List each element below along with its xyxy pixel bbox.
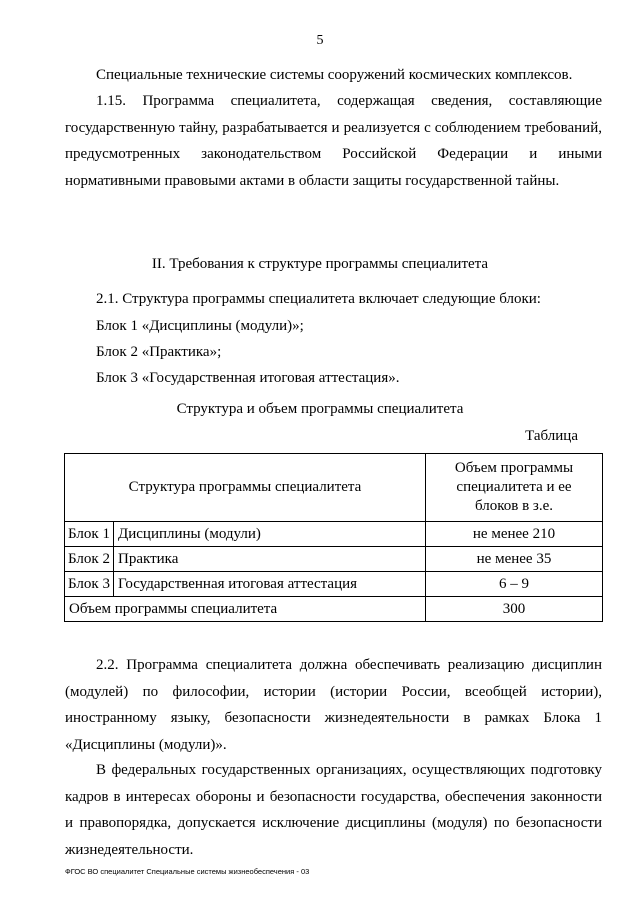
block-3-item: Блок 3 «Государственная итоговая аттестация». <box>96 370 400 386</box>
table-row <box>65 522 603 547</box>
paragraph-2-1: 2.1. Структура программы специалитета включает следующие блоки: <box>96 291 541 307</box>
table-label: Таблица <box>525 428 578 444</box>
table-caption: Структура и объем программы специалитета <box>176 401 464 417</box>
table-row <box>65 547 603 572</box>
table-header-row <box>65 454 603 522</box>
row-block: Блок 3 <box>65 572 114 597</box>
paragraph-federal: В федеральных государственных организациях, осуществляющих подготовку кадров в интересах обороны и безопасности государства, обеспечения законности и правопорядка, допускается исключение дисциплины (модуля) по безопасности жизнедеятельности. <box>65 762 602 858</box>
row-block: Блок 2 <box>65 547 114 572</box>
total-label: Объем программы специалитета <box>65 597 426 622</box>
header-volume-text: Объем программы специалитета и ее блоков в з.е. <box>454 460 574 514</box>
page-number: 5 <box>316 33 324 48</box>
row-volume: 6 – 9 <box>426 572 603 597</box>
header-volume <box>426 454 603 522</box>
row-name: Дисциплины (модули) <box>114 522 426 547</box>
program-structure-table <box>64 453 603 622</box>
footer-text: ФГОС ВО специалитет Специальные системы жизнеобеспечения - 03 <box>65 867 310 876</box>
paragraph-1-15: 1.15. Программа специалитета, содержащая сведения, составляющие государственную тайну, разрабатывается и реализуется с соблюдением требований, предусмотренных законодательством Российской Федерации и иными нормативными правовыми актами в области защиты государственной тайны. <box>65 93 602 189</box>
total-value: 300 <box>426 597 603 622</box>
block-1-item: Блок 1 «Дисциплины (модули)»; <box>96 318 304 334</box>
row-volume: не менее 35 <box>426 547 603 572</box>
table-row <box>65 572 603 597</box>
header-structure: Структура программы специалитета <box>65 454 426 522</box>
row-name: Практика <box>114 547 426 572</box>
continuation-line: Специальные технические системы сооружений космических комплексов. <box>96 67 573 83</box>
row-volume: не менее 210 <box>426 522 603 547</box>
table-total-row <box>65 597 603 622</box>
block-2-item: Блок 2 «Практика»; <box>96 344 222 360</box>
row-name: Государственная итоговая аттестация <box>114 572 426 597</box>
section-heading: II. Требования к структуре программы специалитета <box>151 256 489 272</box>
paragraph-2-2: 2.2. Программа специалитета должна обеспечивать реализацию дисциплин (модулей) по философии, истории (истории России, всеобщей истории), иностранному языку, безопасности жизнедеятельности в рамках Блока 1 «Дисциплины (модули)». <box>65 657 602 753</box>
row-block: Блок 1 <box>65 522 114 547</box>
